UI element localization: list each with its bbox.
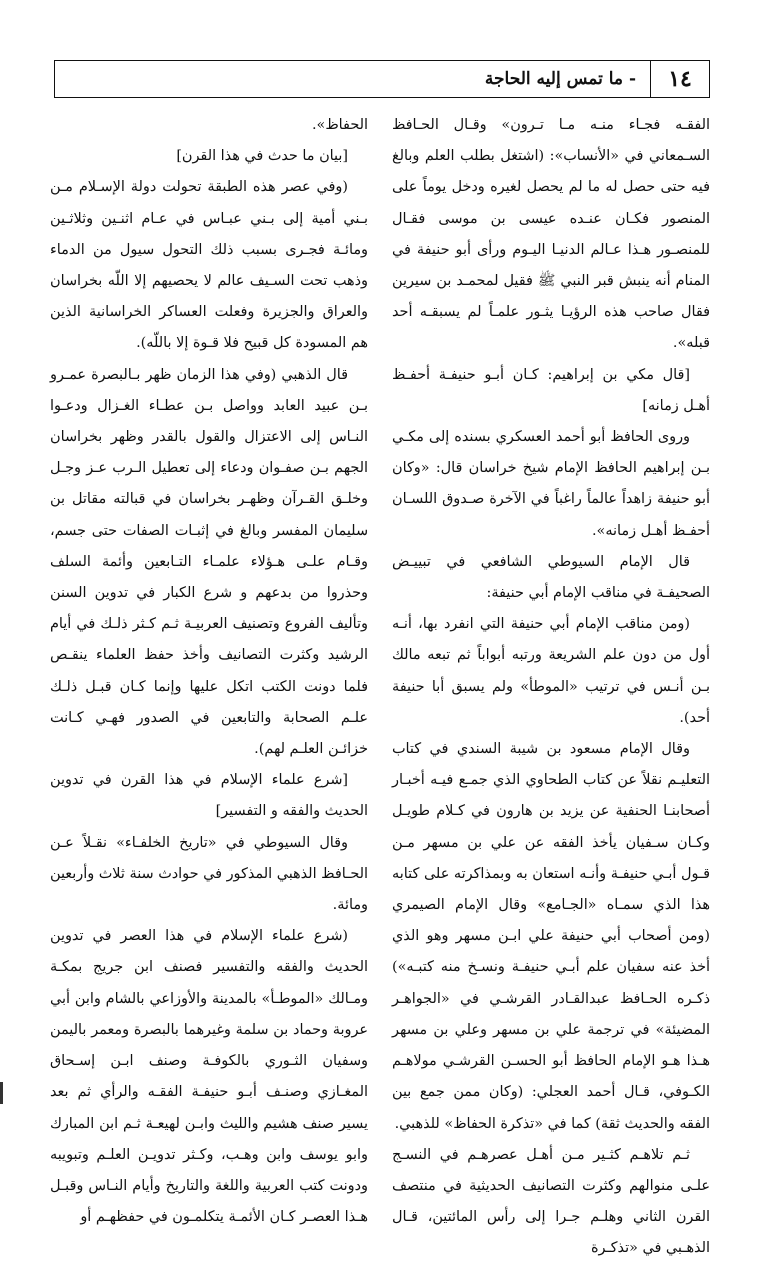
paragraph: وقال الإمام مسعود بن شيبة السندي في كتاب التعليـم نقلاً عن كتاب الطحاوي الذي جمـع فيـه أخبـار أصحابنـا الحنفية عن يزيد بن هارون في كـلام طويـل وكـان سـفيان يأخذ الفقه عن علي بن مسهر مـن قـول أبـي حنيفـة وأنـه استعان به وبمذاكرته على كتابه هذا الذي سمـاه «الجـامع» وقال الإمام الصيمري (ومن أصحاب أبي حنيفة علي ابـن مسهر وهو الذي أخذ عنه سفيان علم أبـي حنيفـة ونسـخ منه كتبـه») ذكـره الحـافظ عبدالقـادر القرشـي في «الجواهـر المضيئة» في ترجمة علي بن مسهر وعلي بن مسهر هـذا هـو الإمام الحافظ أبو الحسـن القرشـي مولاهـم الكـوفي، قـال أحمد العجلي: (وكان ممن جمع بين الفقه والحديث ثقة) كما في «تذكرة الحفاظ» للذهبي.: [392, 741, 710, 1132]
paragraph: (شرع علماء الإسلام في هذا العصر في تدوين الحديث والفقه والتفسير فصنف ابن جريج بمكـة ومـالك «الموطـأ» بالمدينة والأوزاعي بالشام وابن أبي عروبة وحماد بن سلمة وغيرهما بالبصرة ومعمر باليمن وسفيان الثـوري بالكوفـة وصنف ابـن إسـحاق المغـازي وصنـف أبـو حنيفـة الفقـه والرأي ثم بعد يسير صنف هشيم والليث وابـن لهيعـة ثـم ابن المبارك وابو يوسف وابن وهـب، وكـثر تدويـن العلـم وتبويبه ودونت كتب العربية واللغة والتاريخ وأيام النـاس وقبـل هـذا العصـر كـان الأئمـة يتكلمـون في حفظهـم أو: [50, 928, 368, 1226]
paragraph: قال الإمام السيوطي الشافعي في تبييـض الصحيفـة في مناقب الإمام أبي حنيفة:: [392, 553, 710, 602]
paragraph: قال الذهبي (وفي هذا الزمان ظهر بـالبصرة عمـرو بـن عبيد العابد وواصل بـن عطـاء الغـزال ودعـوا النـاس إلى الاعتزال والقول بالقدر وظهر بخراسان الجهم بـن صفـوان ودعاء إلى تعطيل الـرب عـز وجـل وخلـق القـرآن وظهـر بخراسان في قبالته مقاتل بن سليمان المفسر وبالغ في إثبـات الصفات حتى جسم، وقـام علـى هـؤلاء علمـاء التـابعين وأئمة السلف وحذروا من بدعهم و شرع الكبار في تدوين السنن وتأليف الفروع وتصنيف العربيـة ثـم كـثر ذلـك في أيام الرشيد وكثرت التصانيف وأخذ حفظ العلماء ينقـص فلما دونت الكتب اتكل عليها وإنما كـان قبـل ذلـك علـم الصحابة والتابعين في الصدور فهـي كـانت خزائـن العلـم لهم).: [50, 366, 368, 758]
page-header: [54, 60, 710, 98]
page-edge-mark: [0, 1082, 3, 1104]
paragraph: الفقـه فجـاء منـه مـا تـرون» وقـال الحـافظ السـمعاني في «الأنساب»: (اشتغل بطلب العلم وبالغ فيه حتى حصل له ما لم يحصل لغيره ودخل يوماً على المنصور فكـان عنـده عيسى بن موسى فقـال للمنصـور هـذا عـالم الدنيـا اليـوم ورأى أبو حنيفة في المنام أنه ينبش قبر النبي ﷺ فقيل لمحمـد بن سيرين فقال صاحب هذه الرؤيـا يثـور علمـاً لم يسبقـه أحد قبله».: [392, 117, 710, 352]
paragraph: [قال مكي بن إبراهيم: كـان أبـو حنيفـة أحفـظ أهـل زمانه]: [392, 366, 710, 414]
paragraph: (ومن مناقب الإمام أبي حنيفة التي انفرد بها، أنـه أول من دون علم الشريعة ورتبه أبواباً ثم تبعه مالك بـن أنـس في ترتيب «الموطأ» ولم يسبق أبا حنيفة أحد).: [392, 616, 710, 726]
paragraph: (وفي عصر هذه الطبقة تحولت دولة الإسـلام مـن بـني أمية إلى بـني عبـاس في عـام اثنـين وثلاثـين ومائـة فجـرى بسبب ذلك التحول سيول من الدماء وذهب تحت السـيف عالم لا يحصيهم إلا اللّه بخراسان والعراق والجزيرة وفعلت العساكر الخراسانية الذين هم المسودة كل قبيح فلا قـوة إلا باللّه).: [50, 179, 368, 352]
paragraph: [شرع علماء الإسلام في هذا القرن في تدوين الحديث والفقه و التفسير]: [50, 772, 368, 820]
right-text-column: [392, 110, 710, 1257]
paragraph: وروى الحافظ أبو أحمد العسكري بسنده إلى مكـي بـن إبراهيم الحافظ الإمام شيخ خراسان قال: «وكان أبو حنيفة زاهداً عالماً راغباً في الآخرة صـدوق اللسـان أحفـظ أهـل زمانه».: [392, 429, 710, 539]
paragraph: الحفاظ».: [311, 117, 368, 133]
left-text-column: [50, 110, 368, 1226]
running-title: - ما تمس إليه الحاجة: [484, 69, 636, 89]
page-number: ١٤: [650, 61, 709, 97]
paragraph: [بيان ما حدث في هذا القرن]: [176, 148, 348, 165]
paragraph: ثـم تلاهـم كثـير مـن أهـل عصرهـم في النسـج علـى منوالهم وكثرت التصانيف الحديثية في منتصف القرن الثاني وهلـم جـرا إلى رأس المائتين، قـال الذهـبي في «تذكـرة: [392, 1146, 710, 1257]
paragraph: وقال السيوطي في «تاريخ الخلفـاء» نقـلاً عـن الحـافظ الذهبي المذكور في حوادث سنة ثلاث وأربعين ومائة.: [50, 834, 368, 914]
